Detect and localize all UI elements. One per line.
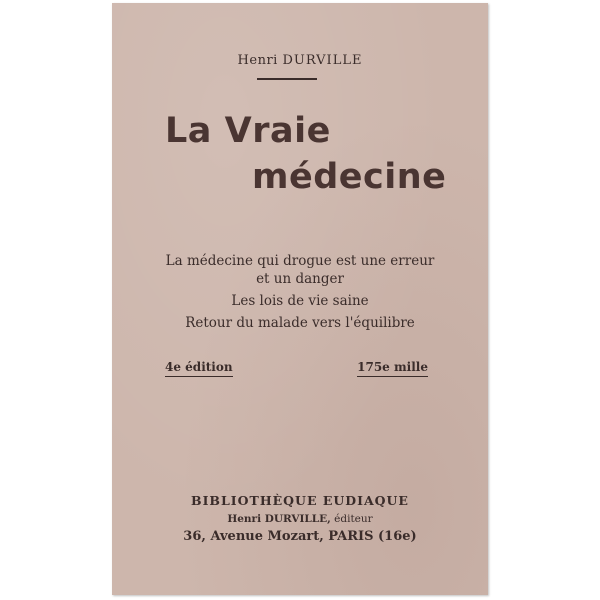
title-line-1: La Vraie bbox=[165, 111, 331, 151]
subtitle-line-3: Les lois de vie saine bbox=[231, 293, 369, 309]
author-last-name: DURVILLE bbox=[282, 53, 363, 68]
editor-role: éditeur bbox=[334, 513, 373, 525]
publisher-address: 36, Avenue Mozart, PARIS (16e) bbox=[183, 529, 417, 544]
publisher-name: BIBLIOTHÈQUE EUDIAQUE bbox=[191, 493, 409, 508]
edition-number: 4e édition bbox=[165, 360, 233, 377]
printing-count: 175e mille bbox=[357, 360, 428, 377]
author-first-name: Henri bbox=[237, 53, 278, 68]
editor-name: Henri DURVILLE, bbox=[227, 513, 331, 525]
author-underline bbox=[257, 78, 317, 80]
subtitle-line-1: La médecine qui drogue est une erreur bbox=[165, 253, 435, 269]
book-cover bbox=[112, 3, 488, 595]
subtitle-line-4: Retour du malade vers l'équilibre bbox=[185, 315, 415, 331]
subtitle-line-2: et un danger bbox=[256, 271, 344, 287]
title-line-2: médecine bbox=[252, 157, 447, 197]
publisher-editor bbox=[112, 513, 488, 525]
author-name bbox=[112, 53, 488, 68]
